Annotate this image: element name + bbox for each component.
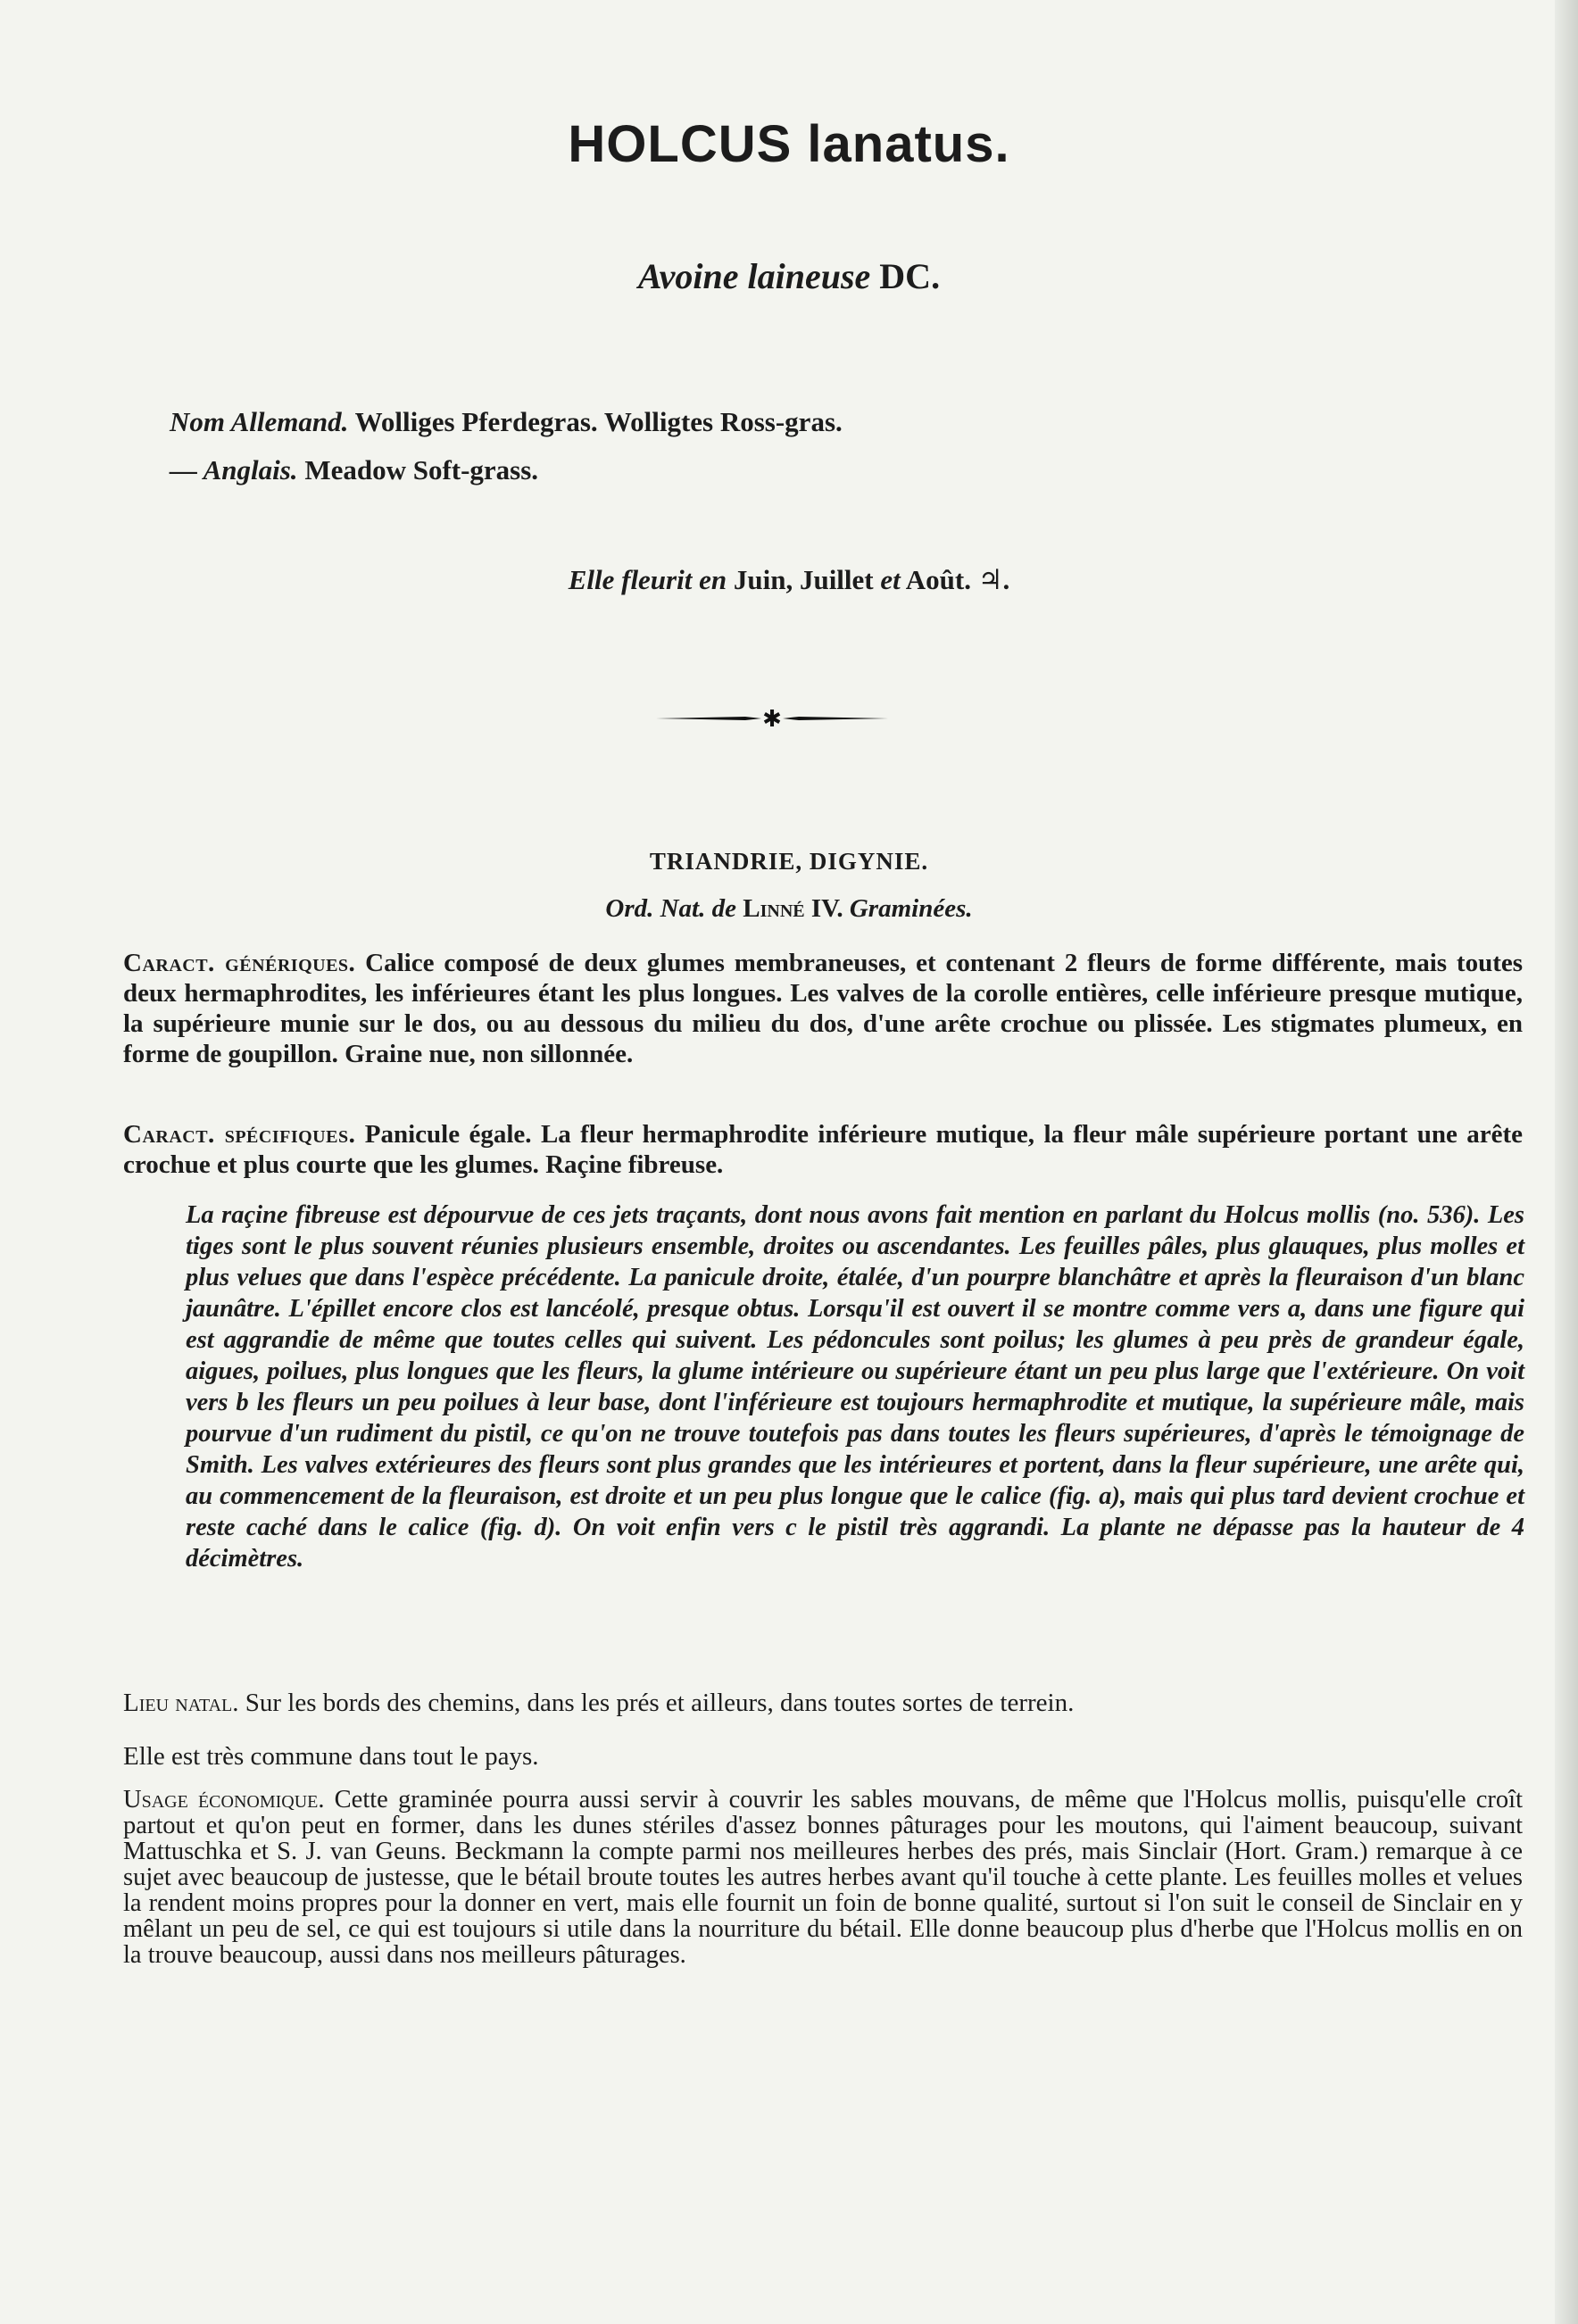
specific-characters-label: Caract. spécifiques.	[123, 1120, 356, 1149]
perennial-symbol: ♃.	[977, 564, 1010, 595]
flowering-pre: Elle fleurit en	[568, 564, 727, 595]
flowering-line	[0, 564, 1578, 596]
english-value: Meadow Soft-grass.	[304, 454, 539, 486]
generic-characters	[123, 948, 1523, 1069]
economic-use-text: Cette graminée pourra aussi servir à couvrir les sables mouvans, de même que l'Holcus mollis, puisqu'elle croît partout et qu'on peut en former, dans les dunes stériles d'assez bonnes pâturages pour les moutons, qui l'aiment beaucoup, suivant Mattuschka et S. J. van Geuns. Beckmann la compte parmi nos meilleures herbes des prés, mais Sinclair (Hort. Gram.) remarque à ce sujet avec beaucoup de justesse, que le bétail broute toutes les autres herbes avant qu'il touche à cette plante. Les feuilles molles et velues la rendent moins propres pour la donner en vert, mais elle fournit un foin de bonne qualité, surtout si l'on suit le conseil de Sinclair en y mêlant un peu de sel, ce qui est toujours si utile dans la nourriture du bétail. Elle donne beaucoup plus d'herbe que l'Holcus mollis en on la trouve beaucoup, aussi dans nos meilleurs pâturages.	[123, 1786, 1524, 1969]
flowering-month-1: Juin,	[733, 564, 793, 595]
german-name-line	[170, 398, 843, 446]
specific-characters-text: Panicule égale. La fleur hermaphrodite inférieure mutique, la fleur mâle supérieure portant une arête crochue et plus courte que les glumes. Raçine fibreuse.	[123, 1120, 1524, 1179]
economic-use	[123, 1787, 1523, 1968]
ornament-divider-icon	[656, 705, 888, 732]
order-pre: Ord. Nat.	[605, 894, 706, 923]
linnaean-class: TRIANDRIE, DIGYNIE.	[649, 848, 929, 875]
french-name-suffix: DC.	[879, 256, 941, 296]
page-edge-shadow	[1555, 0, 1578, 2324]
species-description: La raçine fibreuse est dépourvue de ces jets traçants, dont nous avons fait mention en parlant du Holcus mollis (no. 536). Les tiges sont le plus souvent réunies plusieurs ensemble, droites ou ascendantes. Les feuilles pâles, plus glauques, plus molles et plus velues que dans l'espèce précédente. La panicule droite, étalée, d'un pourpre blanchâtre et après la fleuraison d'un blanc jaunâtre. L'épillet encore clos est lancéolé, presque obtus. Lorsqu'il est ouvert il se montre comme vers a, dans une figure qui est aggrandie de même que toutes celles qui suivent. Les pédoncules sont poilus; les glumes à peu près de grandeur égale, aigues, poilues, plus longues que les fleurs, la glume intérieure ou supérieure étant un peu plus large que l'extérieure. On voit vers b les fleurs un peu poilues à leur base, dont l'inférieure est toujours hermaphrodite et mutique, la supérieure mâle, mais pourvue d'un rudiment du pistil, ce qu'on ne trouve toutefois pas dans toutes les fleurs supérieures, d'après le témoignage de Smith. Les valves extérieures des fleurs sont plus grandes que les intérieures et portent, dans la fleur supérieure, une arête qui, au commencement de la fleuraison, est droite et un peu plus longue que le calice (fig. a), mais qui plus tard devient crochue et reste caché dans le calice (fig. d). On voit enfin vers c le pistil très aggrandi. La plante ne dépasse pas la hauteur de 4 décimètres.	[186, 1201, 1524, 1573]
order-de: de	[711, 894, 736, 923]
french-name-italic: Avoine laineuse	[637, 256, 871, 296]
habitat-label: Lieu natal.	[123, 1689, 239, 1717]
habitat-note: Elle est très commune dans tout le pays.	[123, 1742, 539, 1771]
economic-use-label: Usage économique.	[123, 1786, 325, 1814]
generic-characters-label: Caract. génériques.	[123, 949, 356, 977]
german-value: Wolliges Pferdegras. Wolligtes Ross-gras.	[354, 406, 843, 437]
german-label: Nom Allemand.	[170, 406, 349, 437]
generic-characters-text: Calice composé de deux glumes membraneuses, et contenant 2 fleurs de forme différente, mais toutes deux hermaphrodites, les inférieures étant les plus longues. Les valves de la corolle entières, celle inférieure presque mutique, la supérieure munie sur le dos, ou au dessous du milieu du dos, d'une arête crochue ou plissée. Les stigmates plumeux, en forme de goupillon. Graine nue, non sillonnée.	[123, 949, 1524, 1068]
habitat-text: Sur les bords des chemins, dans les prés et ailleurs, dans toutes sortes de terrein.	[245, 1689, 1075, 1717]
page-title: HOLCUS lanatus.	[568, 115, 1010, 173]
habitat	[123, 1687, 1523, 1719]
svg-text:✱: ✱	[762, 706, 782, 732]
order-linne: Linné	[743, 894, 805, 923]
english-name-line	[170, 446, 843, 494]
flowering-et: et	[880, 564, 901, 595]
specific-characters	[123, 1119, 1523, 1180]
order-family: Graminées.	[849, 894, 973, 923]
french-name	[0, 255, 1578, 297]
natural-order	[0, 894, 1578, 924]
english-label: — Anglais.	[170, 454, 298, 486]
common-names	[170, 398, 843, 494]
flowering-month-3: Août.	[905, 564, 971, 595]
order-num: IV.	[810, 894, 843, 923]
flowering-month-2: Juillet	[799, 564, 874, 595]
